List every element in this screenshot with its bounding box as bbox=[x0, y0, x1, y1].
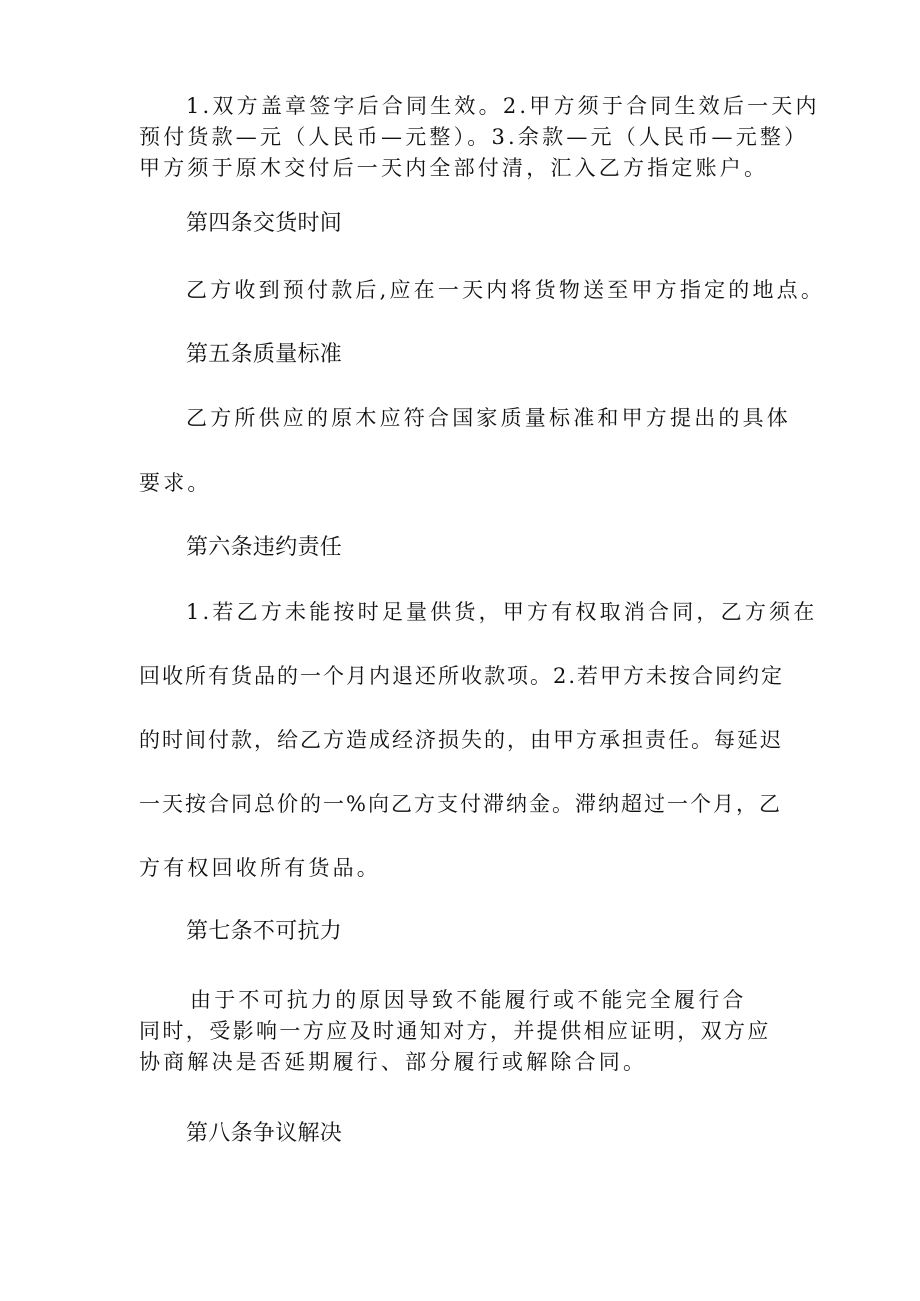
article-5-line-1: 乙方所供应的原木应符合国家质量标准和甲方提出的具体 bbox=[186, 406, 791, 430]
article-6-line-3: 的时间付款，给乙方造成经济损失的，由甲方承担责任。每延迟 bbox=[139, 728, 783, 752]
payment-line-1: 1.双方盖章签字后合同生效。2.甲方须于合同生效后一天内 bbox=[186, 94, 820, 118]
article-5-heading: 第五条质量标准 bbox=[186, 342, 343, 367]
article-7-line-2: 同时，受影响一方应及时通知对方，并提供相应证明，双方应 bbox=[139, 1019, 771, 1043]
article-5-line-2: 要求。 bbox=[139, 471, 212, 495]
article-4-heading: 第四条交货时间 bbox=[186, 211, 343, 236]
article-6-line-5: 方有权回收所有货品。 bbox=[139, 856, 381, 880]
payment-line-3: 甲方须于原木交付后一天内全部付清，汇入乙方指定账户。 bbox=[139, 156, 769, 180]
article-6-line-2: 回收所有货品的一个月内退还所收款项。2.若甲方未按合同约定 bbox=[139, 664, 785, 688]
article-6-line-1: 1.若乙方未能按时足量供货，甲方有权取消合同，乙方须在 bbox=[186, 600, 818, 624]
article-7-line-1: 由于不可抗力的原因导致不能履行或不能完全履行合 bbox=[190, 988, 747, 1012]
article-4-line-1: 乙方收到预付款后,应在一天内将货物送至甲方指定的地点。 bbox=[186, 278, 826, 302]
article-6-line-4: 一天按合同总价的一%向乙方支付滞纳金。滞纳超过一个月，乙 bbox=[139, 792, 782, 816]
article-6-heading: 第六条违约责任 bbox=[186, 535, 343, 560]
article-8-heading: 第八条争议解决 bbox=[186, 1121, 343, 1146]
payment-line-2: 预付货款—元（人民币—元整）。3.余款—元（人民币—元整） bbox=[139, 125, 809, 149]
article-7-heading: 第七条不可抗力 bbox=[186, 919, 343, 944]
article-7-line-3: 协商解决是否延期履行、部分履行或解除合同。 bbox=[139, 1050, 648, 1074]
